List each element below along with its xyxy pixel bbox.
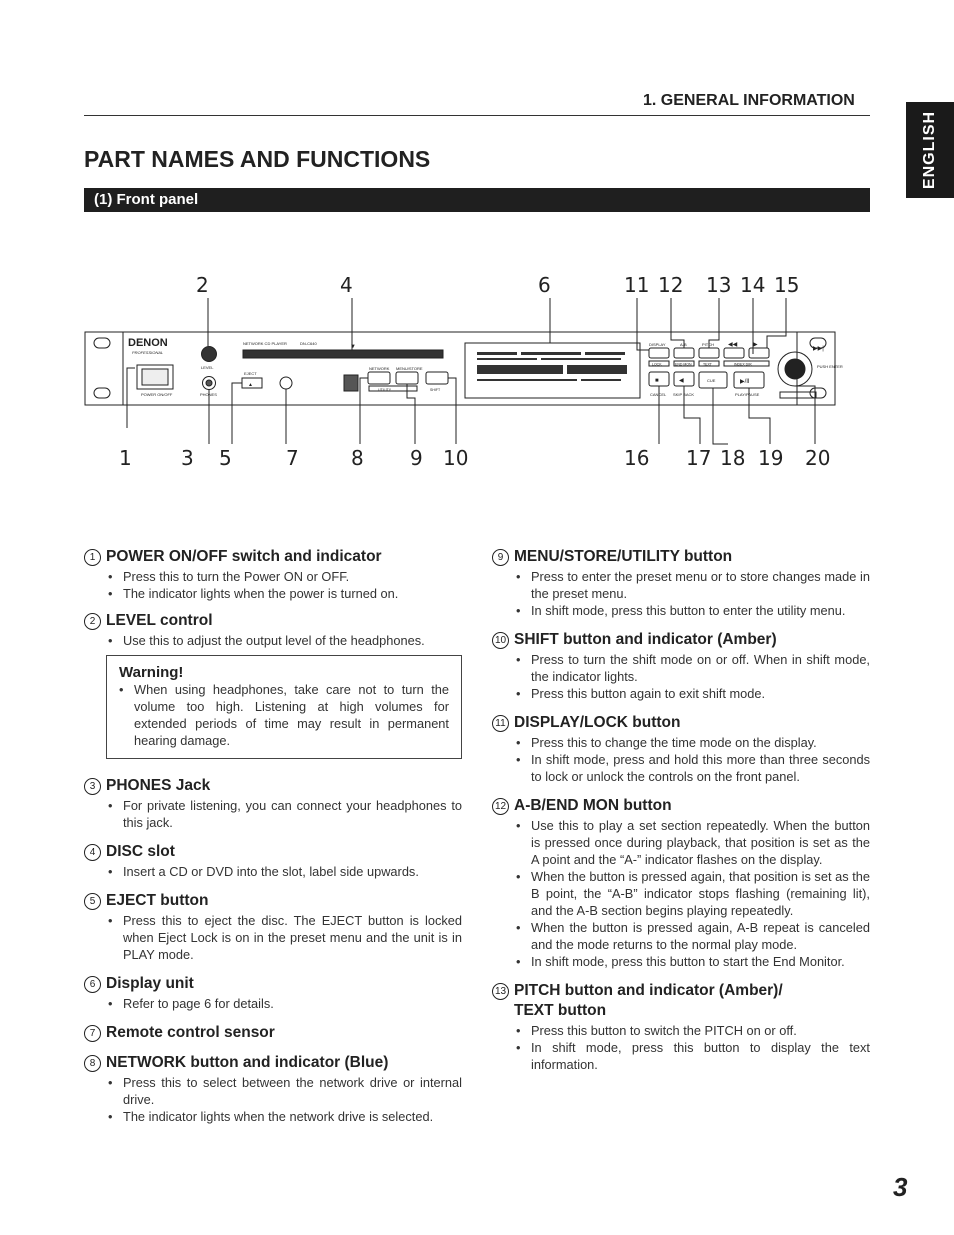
model-line-label: NETWORK CD PLAYER [243,341,287,346]
utility-label: UTILITY [378,388,392,392]
callout-9: 9 [410,446,423,470]
language-tab [906,102,954,198]
item-number: 3 [84,778,101,795]
phones-label: PHONES [200,392,217,397]
item-title: A-B/END MON button [514,797,672,814]
ab-button [674,348,694,358]
item-11 [492,714,870,785]
item-8 [84,1054,462,1125]
shift-label: SHIFT [430,388,441,392]
skip-back-icon: ◀ [679,378,684,384]
rack-hole [94,388,110,398]
bullet: • In shift mode, press this button to start the End Monitor. [492,953,870,970]
callout-11: 11 [624,273,650,297]
callout-15: 15 [774,273,800,297]
skip-back-button [674,372,694,386]
item-3 [84,777,462,831]
item-number: 1 [84,549,101,566]
play-pause-icon: ▶/Ⅱ [740,379,750,385]
callout-7: 7 [286,446,299,470]
power-label: POWER ON/OFF [141,392,173,397]
rewind-icon: ◀◀ [728,342,738,348]
callout-10: 10 [443,446,469,470]
subsection-title: (1) Front panel [94,191,199,208]
text-label: TEXT [703,362,712,367]
callout-20: 20 [805,446,831,470]
bullet: • Use this to adjust the output level of the headphones. [84,632,462,649]
callout-19: 19 [758,446,784,470]
callout-12: 12 [658,273,684,297]
item-title: LEVEL control [106,612,213,629]
item-title: POWER ON/OFF switch and indicator [106,548,382,565]
brand-sub: PROFESSIONAL [132,350,164,355]
disc-slot [243,350,443,358]
item-number: 7 [84,1025,101,1042]
callout-6: 6 [538,273,551,297]
page-title: PART NAMES AND FUNCTIONS [84,146,431,172]
brand-logo: DENON [128,337,168,349]
language-tab-label: ENGLISH [921,110,938,190]
warning-title: Warning! [119,664,184,681]
item-title: Display unit [106,975,194,992]
play-pause-label: PLAY/PAUSE [735,392,760,397]
left-column [84,548,462,1125]
callout-18: 18 [720,446,746,470]
warning-box [106,655,462,759]
bullet: • In shift mode, press this button to display the text information. [492,1039,870,1073]
cue-label: CUE [707,378,716,383]
slot-arrow-icon: ▼ [350,344,356,350]
item-6 [84,975,462,1012]
bullet: • Press this button again to exit shift mode. [492,685,870,702]
rack-outline [85,332,835,405]
item-1 [84,548,462,602]
item-title: MENU/STORE/UTILITY button [514,548,733,565]
item-12 [492,797,870,970]
bullet: • The indicator lights when the network drive is selected. [84,1108,462,1125]
cd-logo [344,375,358,391]
display-label: DISPLAY [649,342,666,347]
forward-icon: ▶ [753,342,758,348]
pitch-button [699,348,719,358]
model-label: DN-C640 [300,341,317,346]
utility-label-box [369,386,417,391]
item-10 [492,631,870,702]
callout-16: 16 [624,446,650,470]
right-column [492,548,870,1073]
page-number: 3 [893,1172,908,1202]
cancel-label: CANCEL [650,392,667,397]
callout-8: 8 [351,446,364,470]
rack-hole [94,338,110,348]
menu-store-button [396,372,418,384]
index-back-button [724,348,744,358]
item-7 [84,1024,462,1042]
item-title: NETWORK button and indicator (Blue) [106,1054,389,1071]
bullet: • In shift mode, press and hold this more than three seconds to lock or unlock the controls on the front panel. [492,751,870,785]
bullet: • When the button is pressed again, A-B repeat is canceled and the mode returns to the normal play mode. [492,919,870,953]
next-track-icon: ▶▶| [813,346,824,352]
item-title: SHIFT button and indicator (Amber) [514,631,777,648]
network-label: NETWORK [369,366,390,371]
shift-button [426,372,448,384]
bullet: • Press this button to switch the PITCH on or off. [492,1022,870,1039]
item-number: 5 [84,893,101,910]
menu-store-label: MENU/STORE [396,366,423,371]
stop-icon: ■ [655,378,659,384]
item-number: 9 [492,549,509,566]
item-5 [84,892,462,963]
lock-label: LOCK [652,362,662,367]
bullet: • Press to turn the shift mode on or off. When in shift mode, the indicator lights. [492,651,870,685]
network-button [368,372,390,384]
level-knob [202,347,217,362]
item-4 [84,843,462,880]
level-label: LEVEL [201,365,214,370]
skip-back-label: SKIP BACK [673,392,695,397]
callout-4: 4 [340,273,353,297]
jog-wheel-center [785,359,805,379]
bullet: • Press this to change the time mode on the display. [492,734,870,751]
push-enter-label: PUSH ENTER [817,364,843,369]
item-number: 10 [492,632,509,649]
eject-label: EJECT [244,371,257,376]
item-title: DISPLAY/LOCK button [514,714,681,731]
bullet: • Press this to turn the Power ON or OFF. [84,568,462,585]
callout-13: 13 [706,273,732,297]
eject-icon: ▲ [248,382,253,388]
item-title: Remote control sensor [106,1024,275,1041]
callout-3: 3 [181,446,194,470]
item-number: 6 [84,976,101,993]
index-fwd-button [749,348,769,358]
callout-5: 5 [219,446,232,470]
item-number: 13 [492,983,509,1000]
callout-1: 1 [119,446,132,470]
item-number: 12 [492,798,509,815]
bullet: • Press to enter the preset menu or to store changes made in the preset menu. [492,568,870,602]
item-2 [84,612,462,649]
bullet: • In shift mode, press this button to enter the utility menu. [492,602,870,619]
power-switch-inner [142,369,168,385]
end-mon-label: END MON [675,362,692,367]
item-9 [492,548,870,619]
item-title: DISC slot [106,843,175,860]
item-title-cont: TEXT button [514,1002,607,1019]
index-dir-label: INDEX DIR [734,362,752,367]
section-heading: 1. GENERAL INFORMATION [643,92,855,109]
bullet: • The indicator lights when the power is turned on. [84,585,462,602]
warning-text: • When using headphones, take care not to turn the volume too high. Listening at high volumes for extended periods of time may result in permanent hearing damage. [119,681,449,749]
cancel-button [649,372,669,386]
item-title: PHONES Jack [106,777,211,794]
callout-14: 14 [740,273,766,297]
item-title: PITCH button and indicator (Amber)/ [514,982,783,999]
callout-17: 17 [686,446,712,470]
pitch-label: PITCH [702,342,714,347]
subsection-bar [84,188,870,212]
display-segments [477,352,627,381]
bullet: • Refer to page 6 for details. [84,995,462,1012]
header-rule [84,115,870,116]
item-13 [492,982,870,1073]
callout-2: 2 [196,273,209,297]
item-number: 8 [84,1055,101,1072]
remote-sensor [280,377,292,389]
bullet: • Press this to select between the network drive or internal drive. [84,1074,462,1108]
item-number: 4 [84,844,101,861]
bullet: • When the button is pressed again, that position is set as the B point, the “A-B” indicator stops flashing (remaining lit), and the A-B section begins playing repeatedly. [492,868,870,919]
rack-hole [810,388,826,398]
bullet: • Press this to eject the disc. The EJECT button is locked when Eject Lock is on in the preset menu and the unit is in PLAY mode. [84,912,462,963]
bullet: • Insert a CD or DVD into the slot, label side upwards. [84,863,462,880]
display-button [649,348,669,358]
bullet: • Use this to play a set section repeatedly. When the button is pressed once during playback, that position is set as the A point and the “A-” indicator flashes on the display. [492,817,870,868]
item-number: 2 [84,613,101,630]
ab-label: A-B [680,342,687,347]
item-title: EJECT button [106,892,209,909]
bullet: • For private listening, you can connect your headphones to this jack. [84,797,462,831]
item-number: 11 [492,715,509,732]
